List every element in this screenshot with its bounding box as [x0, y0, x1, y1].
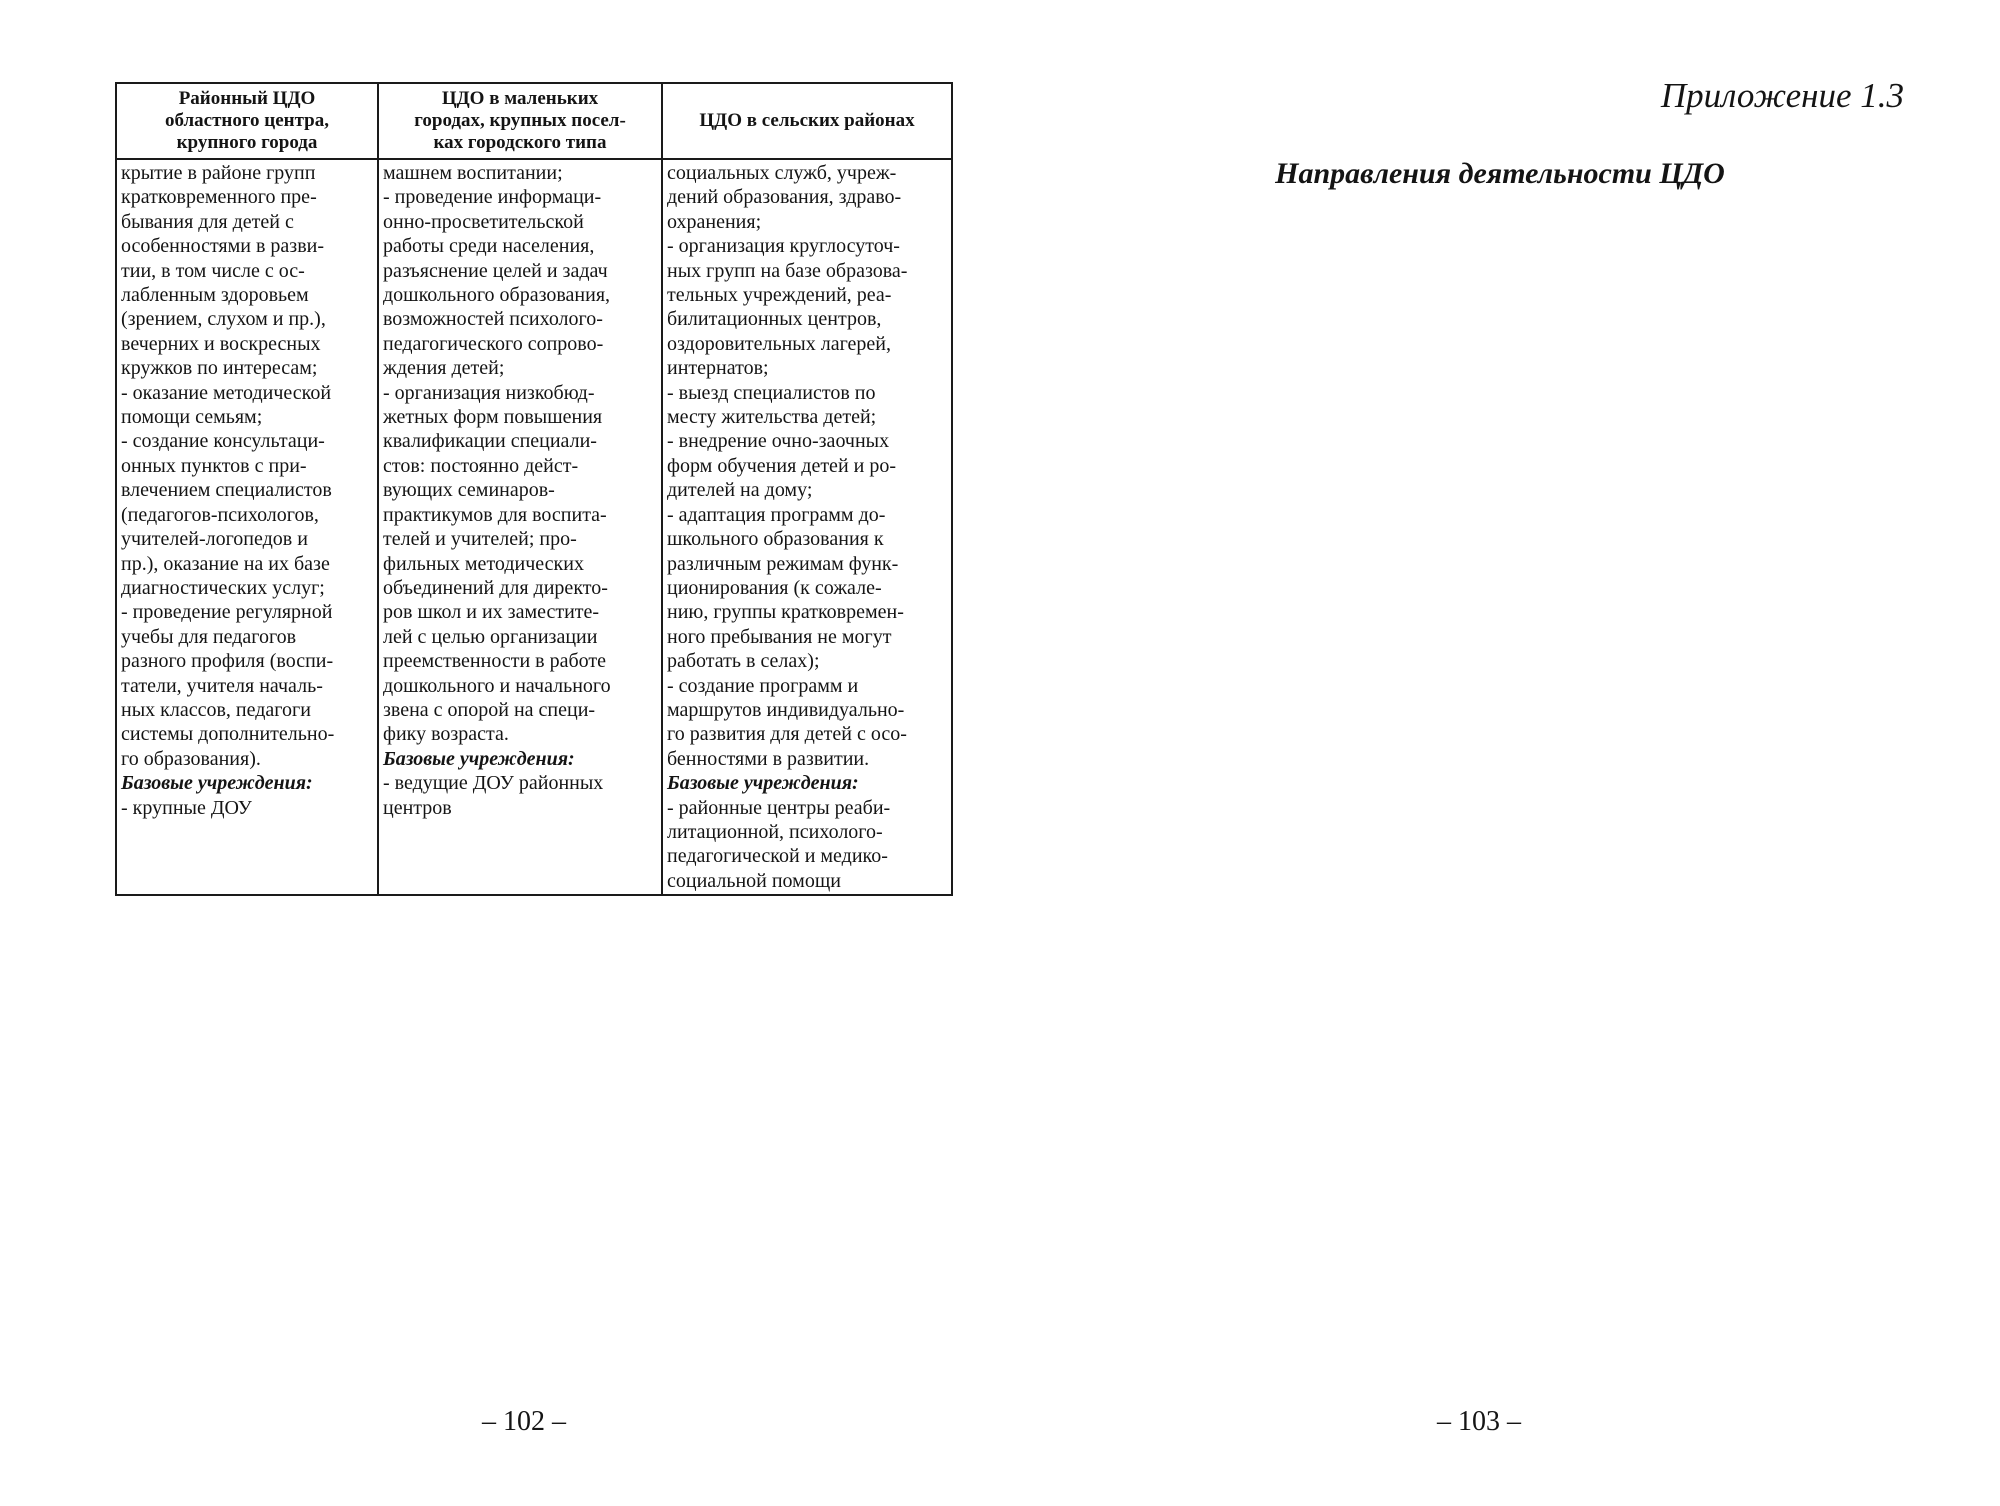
- header-district-cdo: Районный ЦДО областного центра, крупного города: [116, 83, 378, 159]
- header-rural-cdo: ЦДО в сельских районах: [662, 83, 952, 159]
- base-institutions-label: Базовые учреждения:: [667, 772, 859, 795]
- table-title: Направления деятельности ЦДО: [1275, 157, 1725, 190]
- base-institutions-label: Базовые учреждения:: [383, 747, 575, 770]
- header-small-town-cdo: ЦДО в маленьких городах, крупных посел- ках городского типа: [378, 83, 662, 159]
- cdo-types-table: [115, 82, 953, 896]
- base-institutions-label: Базовые учреждения:: [121, 772, 313, 795]
- page-number: – 102 –: [482, 1406, 566, 1437]
- cell-small-town-cdo: машнем воспитании; - проведение информаци- онно-просветительской работы среди населения, разъяснение целей и задач дошкольного образования, возможностей психолого- педагогического сопрово- ждения детей; - организация низкобюд- жетных форм повышения квалификации специали- стов: постоянно дейст- вующих семинаров- практикумов для воспита- телей и учителей; про- фильных методических объединений для директо- ров школ и их заместите- лей с целью организации преемственности в работе дошкольного и начального звена с опорой на специ- фику возраста. Базовые учреждения: - ведущие ДОУ районных центров: [378, 159, 662, 895]
- cell-rural-cdo: социальных служб, учреж- дений образования, здраво- охранения; - организация круглосуточ- ных групп на базе образова- тельных учреждений, реа- билитационных центров, оздоровительных лагерей, интернатов; - выезд специалистов по месту жительства детей; - внедрение очно-заочных форм обучения детей и ро- дителей на дому; - адаптация программ до- школьного образования к различным режимам функ- ционирования (к сожале- нию, группы кратковремен- ного пребывания не могут работать в селах); - создание программ и маршрутов индивидуально- го развития для детей с осо- бенностями в развитии. Базовые учреждения: - районные центры реаби- литационной, психолого- педагогической и медико- социальной помощи: [662, 159, 952, 895]
- cell-district-cdo: крытие в районе групп кратковременного пре- бывания для детей с особенностями в разви- тии, в том числе с ос- лабленным здоровьем (зрением, слухом и пр.), вечерних и воскресных кружков по интересам; - оказание методической помощи семьям; - создание консультаци- онных пунктов с при- влечением специалистов (педагогов-психологов, учителей-логопедов и пр.), оказание на их базе диагностических услуг; - проведение регулярной учебы для педагогов разного профиля (воспи- татели, учителя началь- ных классов, педагоги системы дополнительно- го образования). Базовые учреждения: - крупные ДОУ: [116, 159, 378, 895]
- page-number: – 103 –: [1437, 1406, 1521, 1437]
- appendix-label: Приложение 1.3: [1660, 76, 1904, 115]
- page-103: [1000, 0, 2000, 1506]
